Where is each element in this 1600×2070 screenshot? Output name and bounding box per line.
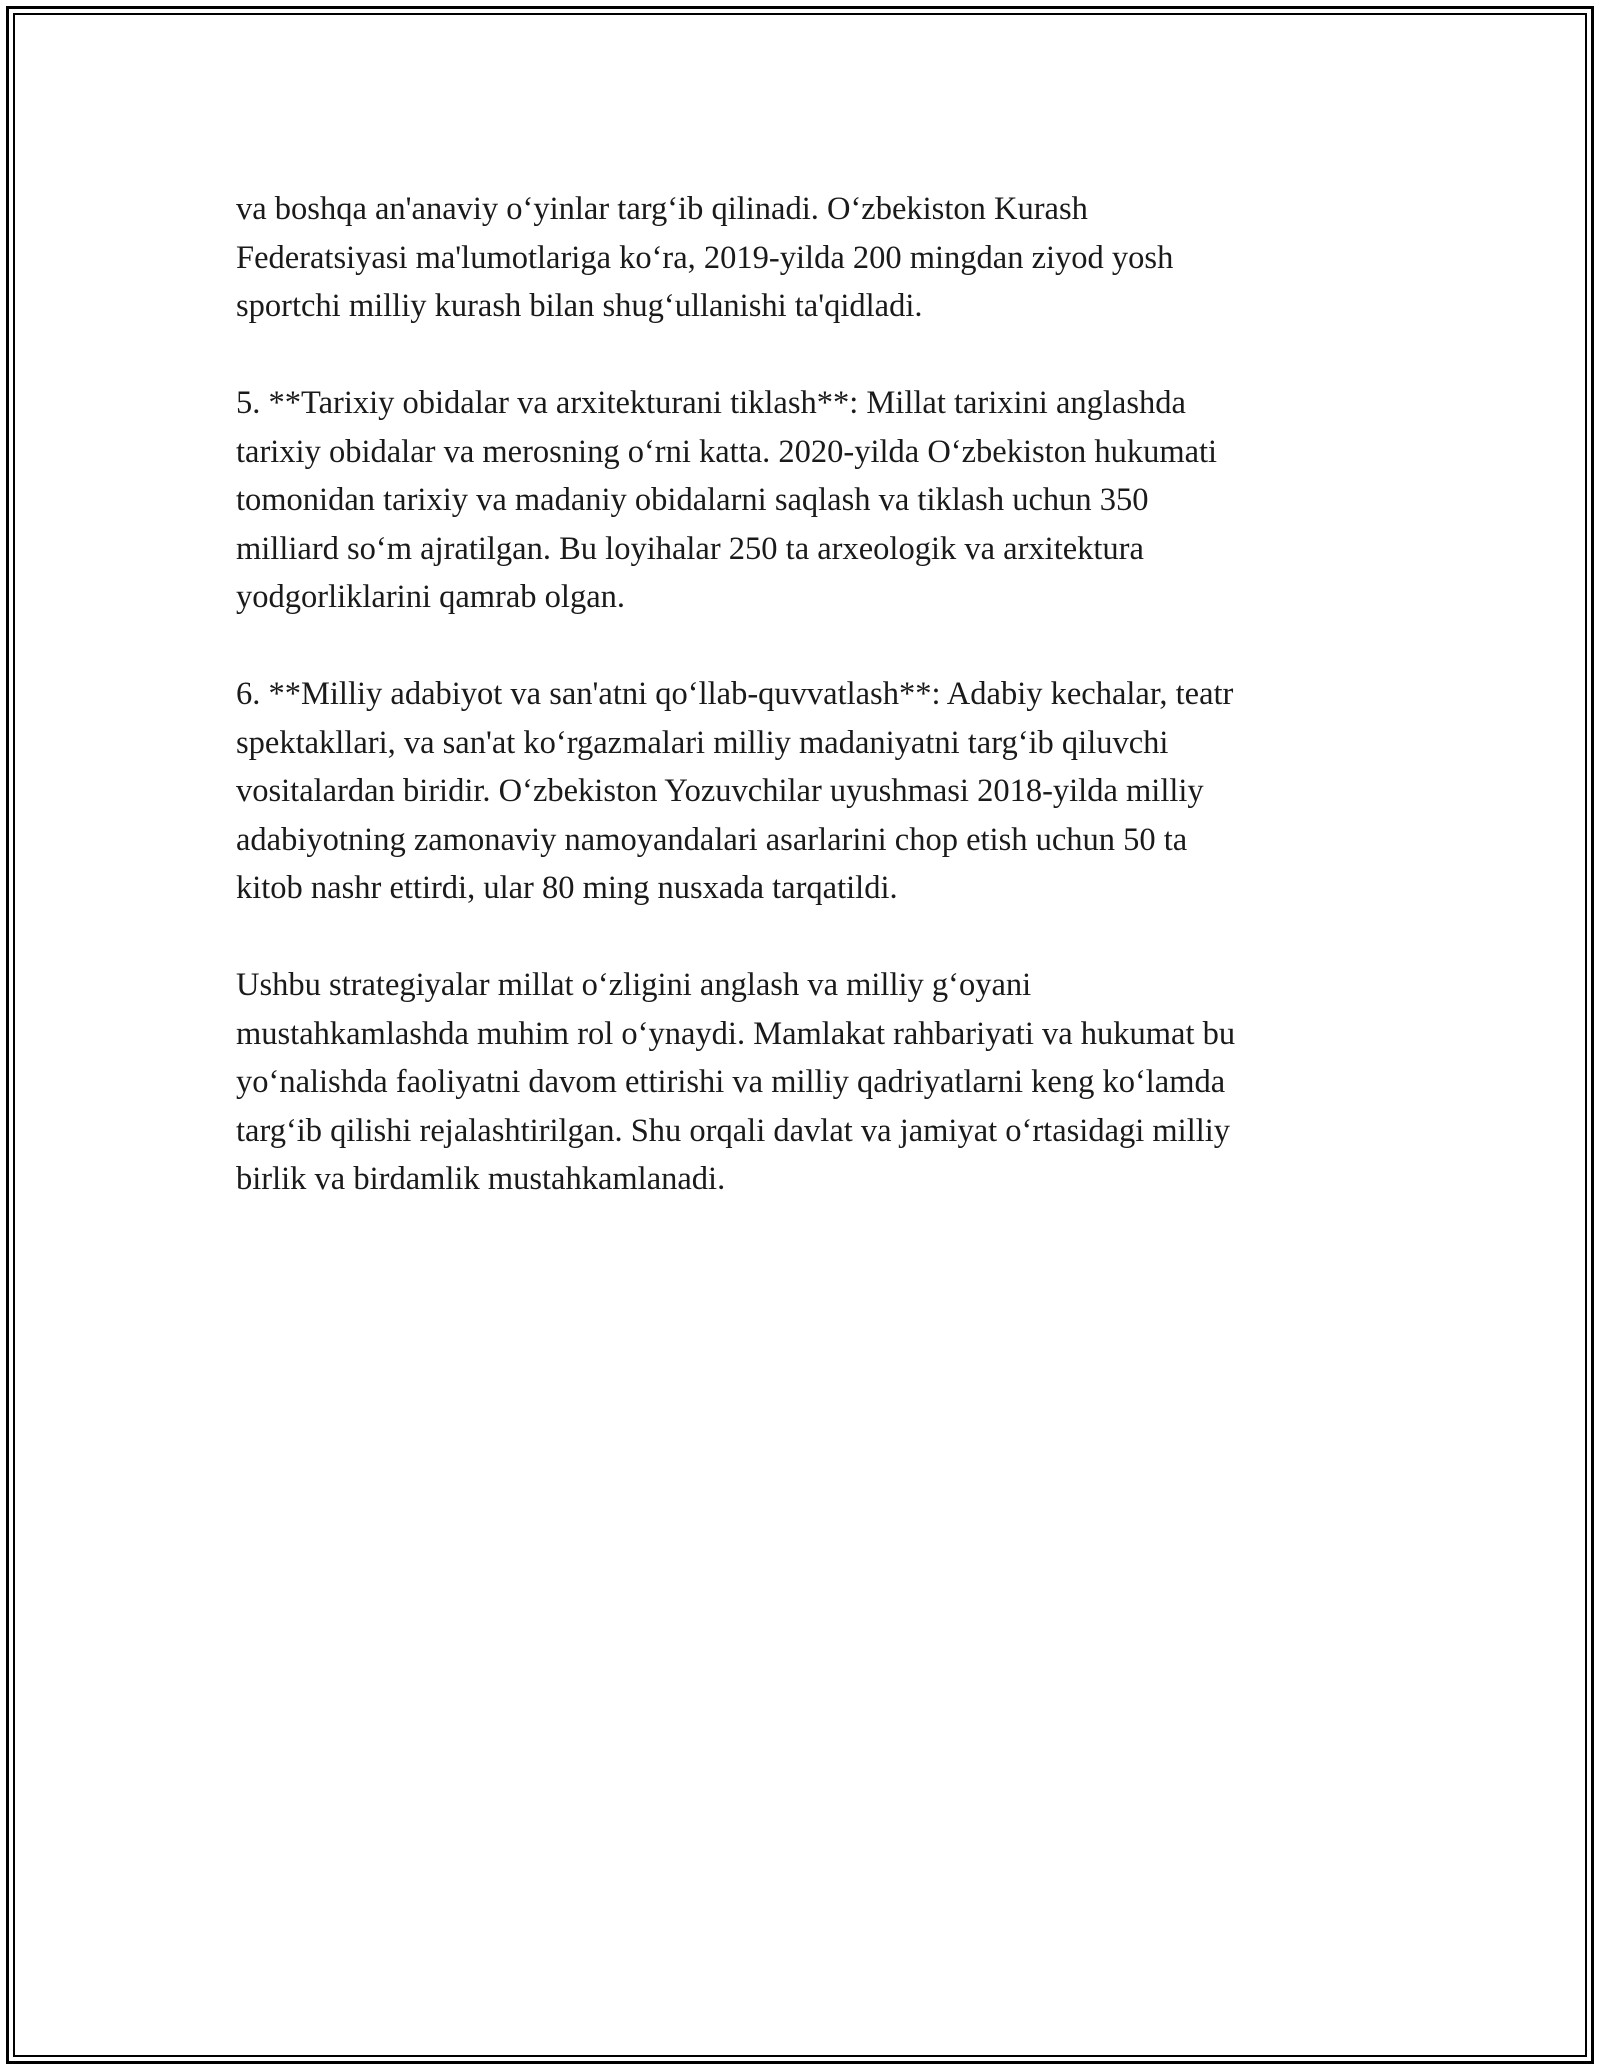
- paragraph-literature-and-art: 6. **Milliy adabiyot va san'atni qo‘llab-quvvatlash**: Adabiy kechalar, teatr spektakllari, va san'at ko‘rgazmalari milliy madaniyatni targ‘ib qiluvchi vositalardan biridir. O‘zbekiston Yozuvchilar uyushmasi 2018-yilda milliy adabiyotning zamonaviy namoyandalari asarlarini chop etish uchun 50 ta kitob nashr ettirdi, ular 80 ming nusxada tarqatildi.: [236, 676, 1234, 906]
- paragraph-conclusion: Ushbu strategiyalar millat o‘zligini anglash va milliy g‘oyani mustahkamlashda muhim rol o‘ynaydi. Mamlakat rahbariyati va hukumat bu yo‘nalishda faoliyatni davom ettirishi va milliy qadriyatlarni keng ko‘lamda targ‘ib qilishi rejalashtirilgan. Shu orqali davlat va jamiyat o‘rtasidagi milliy birlik va birdamlik mustahkamlanadi.: [236, 967, 1236, 1197]
- paragraph-wrestling-statistics: va boshqa an'anaviy o‘yinlar targ‘ib qilinadi. O‘zbekiston Kurash Federatsiyasi ma'lumotlariga ko‘ra, 2019-yilda 200 mingdan ziyod yosh sportchi milliy kurash bilan shug‘ullanishi ta'qidladi.: [236, 191, 1174, 324]
- paragraph-historical-monuments: 5. **Tarixiy obidalar va arxitekturani tiklash**: Millat tarixini anglashda tarixiy obidalar va merosning o‘rni katta. 2020-yilda O‘zbekiston hukumati tomonidan tarixiy va madaniy obidalarni saqlash va tiklash uchun 350 milliard so‘m ajratilgan. Bu loyihalar 250 ta arxeologik va arxitektura yodgorliklarini qamrab olgan.: [236, 385, 1218, 615]
- document-body: [236, 185, 1376, 1204]
